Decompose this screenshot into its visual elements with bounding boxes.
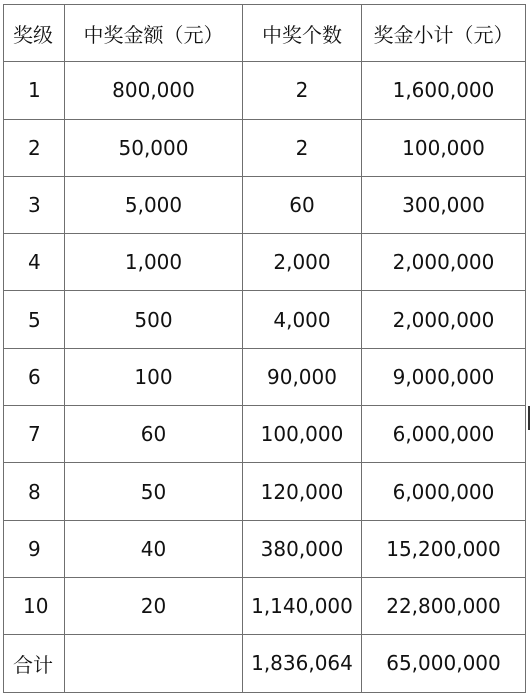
cell-prize-amount: 500	[65, 291, 243, 348]
table-row	[4, 234, 526, 291]
table-row	[4, 119, 526, 176]
header-winner-count: 中奖个数	[243, 5, 362, 62]
cell-prize-subtotal: 22,800,000	[362, 577, 526, 634]
cell-prize-amount: 5,000	[65, 176, 243, 233]
cell-winner-count: 2	[243, 62, 362, 119]
cell-prize-amount: 20	[65, 577, 243, 634]
header-prize-amount: 中奖金额（元）	[65, 5, 243, 62]
header-prize-subtotal: 奖金小计（元）	[362, 5, 526, 62]
total-label: 合计	[4, 635, 65, 692]
cell-prize-level: 1	[4, 62, 65, 119]
cell-winner-count: 380,000	[243, 520, 362, 577]
cell-prize-amount: 1,000	[65, 234, 243, 291]
total-prize-subtotal: 65,000,000	[362, 635, 526, 692]
cell-prize-level: 6	[4, 348, 65, 405]
cell-prize-level: 4	[4, 234, 65, 291]
cell-prize-amount: 100	[65, 348, 243, 405]
cell-prize-level: 7	[4, 406, 65, 463]
right-edge-marker	[528, 406, 530, 430]
cell-prize-level: 5	[4, 291, 65, 348]
cell-prize-subtotal: 15,200,000	[362, 520, 526, 577]
cell-prize-amount: 60	[65, 406, 243, 463]
cell-prize-level: 3	[4, 176, 65, 233]
cell-prize-level: 2	[4, 119, 65, 176]
cell-winner-count: 2,000	[243, 234, 362, 291]
cell-winner-count: 120,000	[243, 463, 362, 520]
total-prize-amount	[65, 635, 243, 692]
cell-prize-subtotal: 2,000,000	[362, 291, 526, 348]
cell-winner-count: 2	[243, 119, 362, 176]
table-row	[4, 577, 526, 634]
cell-winner-count: 4,000	[243, 291, 362, 348]
table-total-row	[4, 635, 526, 692]
cell-prize-amount: 40	[65, 520, 243, 577]
cell-prize-subtotal: 6,000,000	[362, 406, 526, 463]
table-row	[4, 520, 526, 577]
cell-prize-subtotal: 100,000	[362, 119, 526, 176]
cell-prize-amount: 50	[65, 463, 243, 520]
cell-prize-amount: 50,000	[65, 119, 243, 176]
cell-prize-level: 8	[4, 463, 65, 520]
cell-prize-level: 9	[4, 520, 65, 577]
prize-table	[3, 4, 526, 693]
header-prize-level: 奖级	[4, 5, 65, 62]
table-row	[4, 406, 526, 463]
cell-winner-count: 90,000	[243, 348, 362, 405]
cell-prize-subtotal: 1,600,000	[362, 62, 526, 119]
cell-prize-subtotal: 2,000,000	[362, 234, 526, 291]
table-row	[4, 291, 526, 348]
cell-winner-count: 1,140,000	[243, 577, 362, 634]
total-winner-count: 1,836,064	[243, 635, 362, 692]
cell-prize-amount: 800,000	[65, 62, 243, 119]
table-row	[4, 463, 526, 520]
cell-prize-subtotal: 6,000,000	[362, 463, 526, 520]
cell-winner-count: 100,000	[243, 406, 362, 463]
table-row	[4, 62, 526, 119]
table-row	[4, 348, 526, 405]
cell-winner-count: 60	[243, 176, 362, 233]
table-row	[4, 176, 526, 233]
cell-prize-level: 10	[4, 577, 65, 634]
table-header-row	[4, 5, 526, 62]
prize-table-container	[3, 4, 526, 693]
cell-prize-subtotal: 300,000	[362, 176, 526, 233]
cell-prize-subtotal: 9,000,000	[362, 348, 526, 405]
